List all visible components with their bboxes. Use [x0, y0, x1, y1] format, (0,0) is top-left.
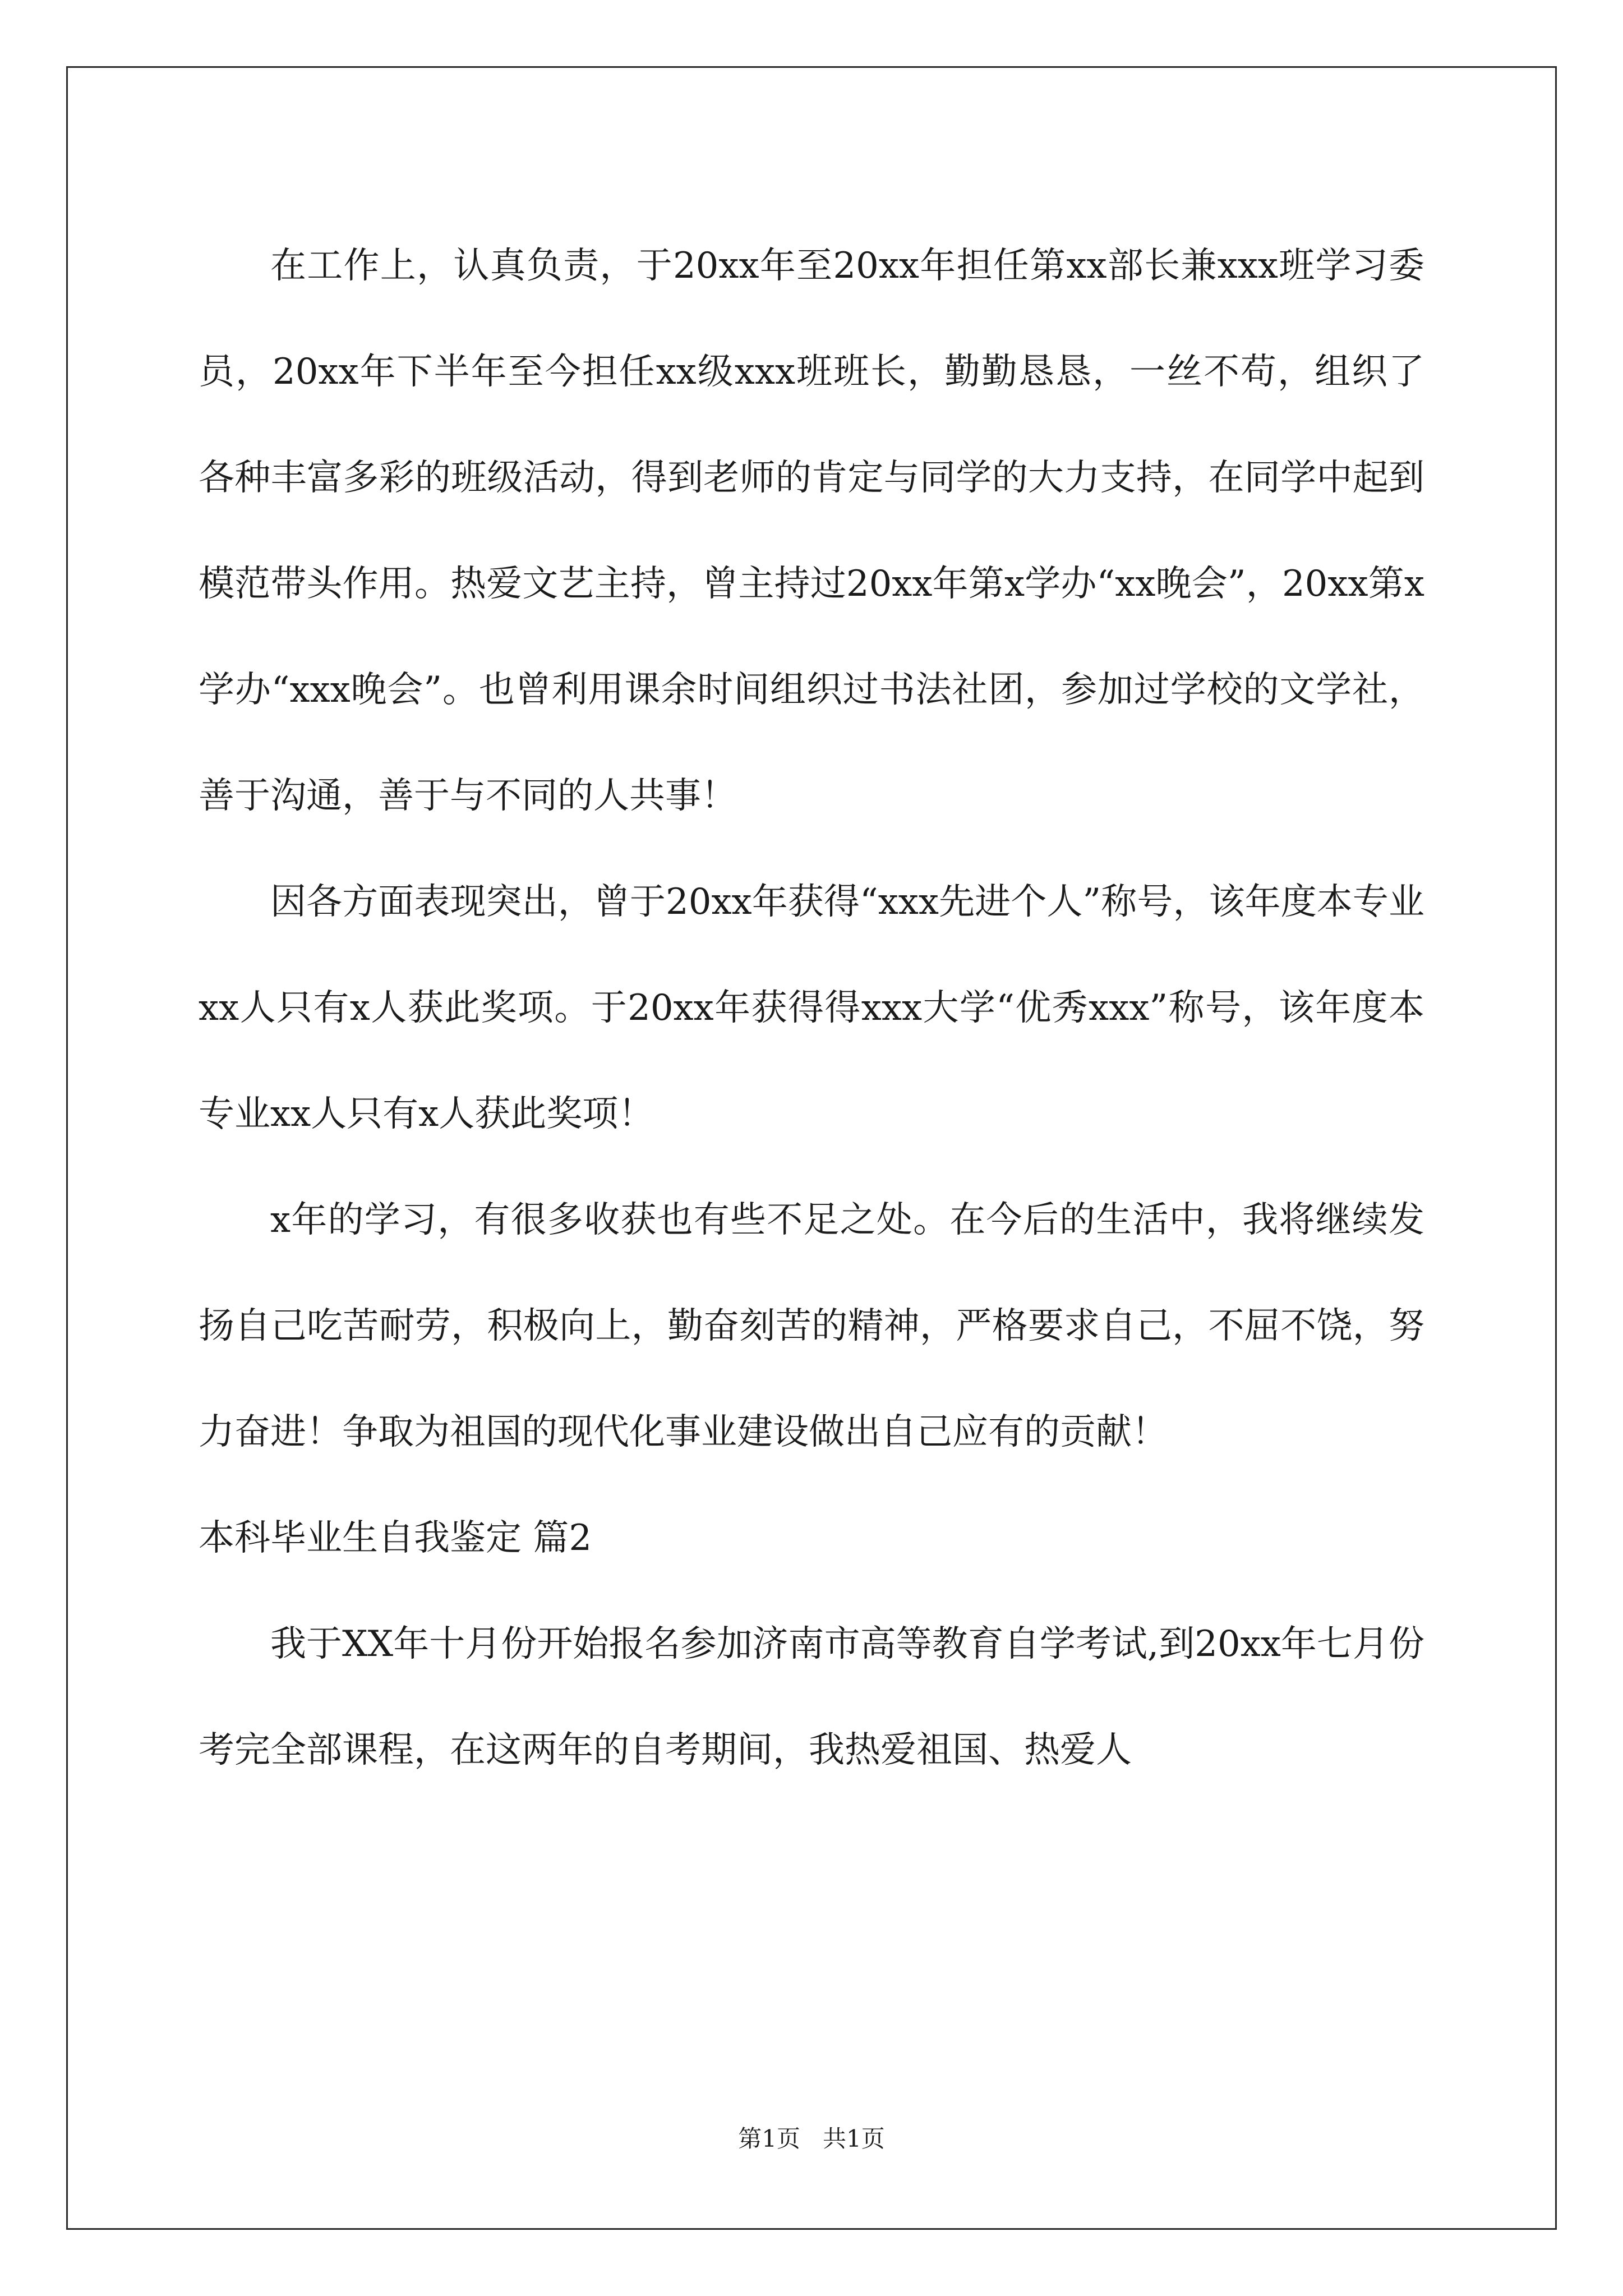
paragraph-summary: x年的学习，有很多收获也有些不足之处。在今后的生活中，我将继续发扬自己吃苦耐劳，积极向上，勤奋刻苦的精神，严格要求自己，不屈不饶，努力奋进！争取为祖国的现代化事业建设做出自己应有的贡献！	[199, 1199, 1424, 1453]
document-body	[199, 213, 1424, 1803]
paragraph-work: 在工作上，认真负责，于20xx年至20xx年担任第xx部长兼xxx班学习委员，20xx年下半年至今担任xx级xxx班班长，勤勤恳恳，一丝不苟，组织了各种丰富多彩的班级活动，得到老师的肯定与同学的大力支持，在同学中起到模范带头作用。热爱文艺主持，曾主持过20xx年第x学办“xx晚会”，20xx第x学办“xxx晚会”。也曾利用课余时间组织过书法社团，参加过学校的文学社，善于沟通，善于与不同的人共事！	[199, 245, 1424, 817]
page-number-footer: 第1页 共1页	[738, 2125, 885, 2152]
paragraph-awards: 因各方面表现突出，曾于20xx年获得“xxx先进个人”称号，该年度本专业xx人只有x人获此奖项。于20xx年获得得xxx大学“优秀xxx”称号，该年度本专业xx人只有x人获此奖项！	[199, 881, 1424, 1135]
paragraph-self-study: 我于XX年十月份开始报名参加济南市高等教育自学考试,到20xx年七月份考完全部课程，在这两年的自考期间，我热爱祖国、热爱人	[199, 1623, 1424, 1771]
section-heading: 本科毕业生自我鉴定 篇2	[199, 1517, 592, 1559]
